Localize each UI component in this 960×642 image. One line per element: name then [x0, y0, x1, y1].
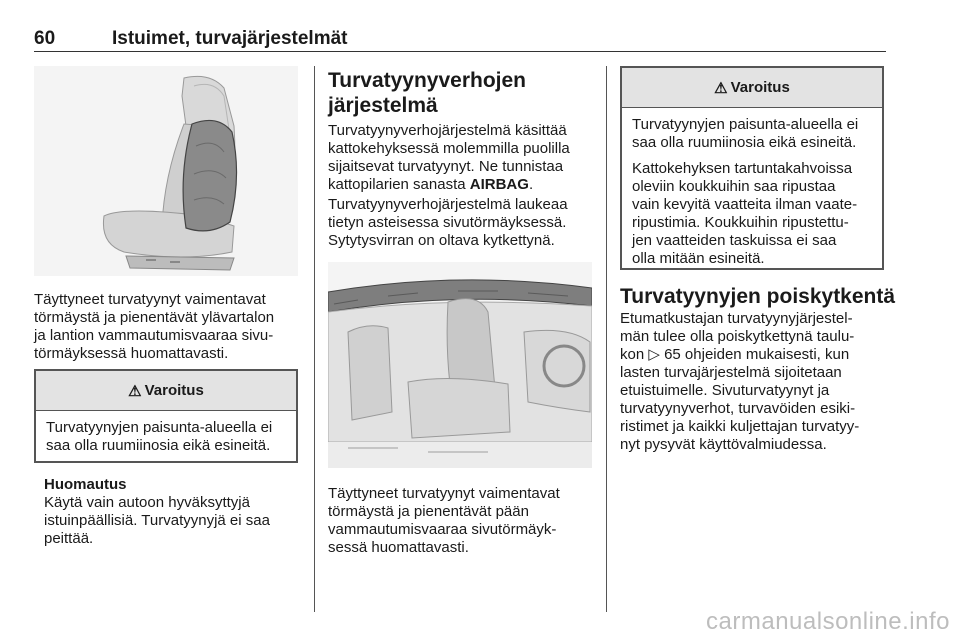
curtain-airbag-paragraph-2: Turvatyynyverhojärjestelmä laukeaa tietyn asteisessa sivutörmäyksessä. Sytytysvirran on oltava kytkettynä.: [328, 196, 568, 249]
side-airbag-illustration: [34, 66, 298, 276]
warning-heading: ⚠ Varoitus: [36, 371, 296, 411]
column-divider-1: [314, 66, 315, 612]
page-header: [34, 28, 886, 52]
page-number: 60: [34, 28, 56, 49]
warning-triangle-icon: ⚠: [714, 79, 728, 97]
section-heading-airbag-deactivation: Turvatyynyjen poiskytkentä: [620, 285, 896, 308]
figure-caption-1: Täyttyneet turvatyynyt vaimentavat törmäystä ja pienentävät ylävartalon ja lantion vammautumisvaaraa sivu- törmäyksessä huomattavasti.: [34, 291, 275, 362]
warning-triangle-icon: ⚠: [128, 382, 142, 400]
airbag-deactivation-paragraph: Etumatkustajan turvatyynyjärjestel- män tulee olla poiskytkettynä taulu- kon ▷ 65 ohjeiden mukaisesti, kun lasten turvajärjestelmä sijoitetaan etuistuimelle. Sivuturvatyynyt ja turvatyynyverhot, turvavöiden esiki- ristimet ja kaikki kuljettajan turvatyy- nyt pysyvät käyttövalmiudessa.: [620, 310, 860, 453]
curtain-airbag-illustration: [328, 262, 592, 468]
airbag-label: AIRBAG: [469, 176, 529, 193]
seat-airbag-figure: [34, 66, 298, 276]
page-reference-number[interactable]: 65: [664, 346, 681, 363]
warning-box-1: [34, 369, 298, 463]
warning-box-2: [620, 66, 884, 270]
watermark: carmanualsonline.info: [706, 608, 950, 635]
warning-heading: ⚠ Varoitus: [622, 68, 882, 108]
section-heading-curtain-airbag: Turvatyynyverhojen järjestelmä: [328, 69, 527, 117]
column-divider-2: [606, 66, 607, 612]
warning-text: Turvatyynyjen paisunta-alueella ei saa olla ruumiinosia eikä esineitä. Kattokehyksen tartuntakahvoissa oleviin koukkuihin saa ripustaa vain kevyitä vaatteita ilman vaate- ripustimia. Koukkuihin ripustettu- jen vaatteiden taskuissa ei saa olla mitään esineitä.: [632, 116, 859, 267]
curtain-airbag-figure: [328, 262, 592, 468]
page-reference-arrow-icon: ▷: [648, 346, 660, 363]
note-title: Huomautus: [44, 476, 127, 493]
figure-caption-2: Täyttyneet turvatyynyt vaimentavat törmäystä ja pienentävät pään vammautumisvaaraa sivutörmäyk- sessä huomattavasti.: [328, 485, 560, 556]
warning-text: Turvatyynyjen paisunta-alueella ei saa olla ruumiinosia eikä esineitä.: [46, 419, 273, 454]
chapter-title: Istuimet, turvajärjestelmät: [112, 28, 348, 49]
curtain-airbag-paragraph-1: Turvatyynyverhojärjestelmä käsittää kattokehyksessä molemmilla puolilla sijaitsevat turvatyynyt. Ne tunnistaa kattopilarien sanasta AIRBAG.: [328, 122, 570, 193]
note-block: Huomautus Käytä vain autoon hyväksyttyjä istuinpäällisiä. Turvatyynyjä ei saa peittää.: [44, 476, 300, 548]
